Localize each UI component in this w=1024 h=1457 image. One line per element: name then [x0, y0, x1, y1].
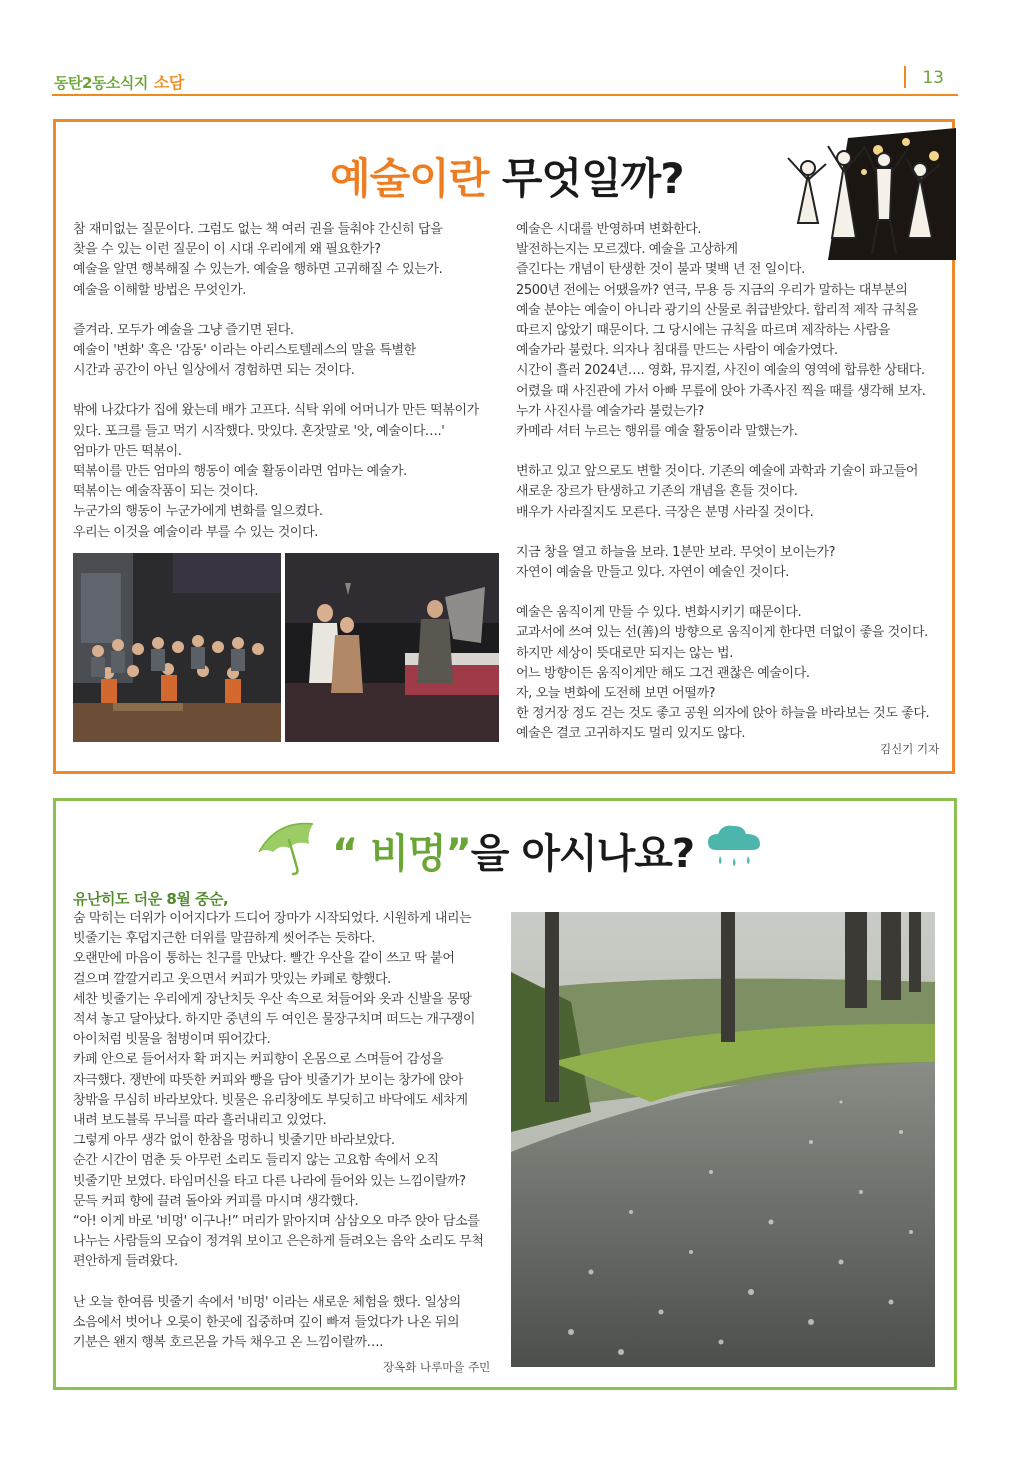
text-line: 떡볶이를 만든 엄마의 행동이 예술 활동이라면 엄마는 예술가.: [73, 464, 407, 480]
text-line: 예술가라 불렀다. 의자나 침대를 만드는 사람이 예술가였다.: [516, 343, 838, 359]
text-line: 자, 오늘 변화에 도전해 보면 어떨까?: [516, 686, 716, 702]
text-line: 카페 안으로 들어서자 확 퍼지는 커피향이 온몸으로 스며들어 감성을: [73, 1052, 444, 1068]
theater-curtain-call-photo: [73, 553, 281, 742]
page-header: [52, 64, 958, 96]
text-line: 찾을 수 있는 이런 질문이 이 시대 우리에게 왜 필요한가?: [73, 242, 381, 258]
text-line: 있다. 포크를 들고 먹기 시작했다. 맛있다. 혼잣말로 '앗, 예술이다….': [73, 423, 445, 439]
text-line: “아! 이게 바로 '비멍' 이구나!” 머리가 맑아지며 삼삼오오 마주 앉아 담소를: [73, 1214, 480, 1230]
text-line: 2500년 전에는 어땠을까? 연극, 무용 등 지금의 우리가 말하는 대부분의: [516, 282, 908, 298]
text-line: 떡볶이는 예술작품이 되는 것이다.: [73, 484, 259, 500]
text-line: 예술을 알면 행복해질 수 있는가. 예술을 행하면 고귀해질 수 있는가.: [73, 262, 443, 278]
text-line: 밖에 나갔다가 집에 왔는데 배가 고프다. 식탁 위에 어머니가 만든 떡볶이가: [73, 403, 479, 419]
text-line: 누군가의 행동이 누군가에게 변화를 일으켰다.: [73, 504, 323, 520]
text-line: 따르지 않았기 때문이다. 그 당시에는 규칙을 따르며 제작하는 사람을: [516, 323, 891, 339]
publication-name: 동탄2동소식지 소담: [54, 73, 184, 92]
text-line: 시간이 흘러 2024년…. 영화, 뮤지컬, 사진이 예술의 영역에 합류한 상태다.: [516, 363, 925, 379]
text-line: 기분은 왠지 행복 호르몬을 가득 채우고 온 느낌이랄까….: [73, 1335, 383, 1351]
text-line: 자연이 예술을 만들고 있다. 자연이 예술인 것이다.: [516, 565, 790, 581]
text-line: 예술은 결코 고귀하지도 멀리 있지도 않다.: [516, 726, 746, 742]
text-line: 편안하게 들려왔다.: [73, 1254, 178, 1270]
text-line: 어렸을 때 사진관에 가서 아빠 무릎에 앉아 가족사진 찍을 때를 생각해 보자.: [516, 383, 926, 399]
text-line: 교과서에 쓰여 있는 선(善)의 방향으로 움직이게 한다면 더없이 좋을 것이다.: [516, 625, 928, 641]
article-art-byline: 김신기 기자: [880, 742, 940, 756]
text-line: 우리는 이것을 예술이라 부를 수 있는 것이다.: [73, 524, 318, 540]
text-line: 누가 사진사를 예술가라 불렀는가?: [516, 403, 704, 419]
page-number: 13: [922, 68, 944, 88]
text-line: 적셔 놓고 달아났다. 하지만 중년의 두 여인은 물장구치며 떠드는 개구쟁이: [73, 1012, 476, 1028]
text-line: 예술은 움직이게 만들 수 있다. 변화시키기 때문이다.: [516, 605, 802, 621]
text-line: 예술은 시대를 반영하며 변화한다.: [516, 222, 702, 237]
text-line: 예술 분야는 예술이 아니라 광기의 산물로 취급받았다. 합리적 제작 규칙을: [516, 302, 919, 318]
text-line: 아이처럼 빗물을 첨벙이며 뛰어갔다.: [73, 1032, 271, 1048]
rainy-path-photo: [511, 912, 935, 1367]
text-line: 창밖을 무심히 바라보았다. 빗물은 유리창에도 부딪히고 바닥에도 세차게: [73, 1092, 468, 1108]
publication-logo: 소담: [153, 73, 184, 92]
text-line: 카메라 셔터 누르는 행위를 예술 활동이라 말했는가.: [516, 424, 798, 440]
text-line: 한 정거장 정도 걷는 것도 좋고 공원 의자에 앉아 하늘을 바라보는 것도 좋다.: [516, 706, 930, 722]
text-line: 내려 보도블록 무늬를 따라 흘러내리고 있었다.: [73, 1113, 327, 1129]
text-line: 예술이 '변화' 혹은 '감동' 이라는 아리스토텔레스의 말을 특별한: [73, 343, 416, 359]
text-line: 즐긴다는 개념이 탄생한 것이 불과 몇백 년 전 일이다.: [516, 262, 805, 278]
rain-cloud-icon: [706, 822, 762, 872]
text-line: 순간 시간이 멈춘 듯 아무런 소리도 들리지 않는 고요함 속에서 오직: [73, 1153, 439, 1169]
text-line: 걸으며 깔깔거리고 웃으면서 커피가 맛있는 카페로 향했다.: [73, 971, 391, 987]
article-art-title: 예술이란 무엇일까?: [330, 154, 684, 203]
text-line: 어느 방향이든 움직이게만 해도 그건 괜찮은 예술이다.: [516, 665, 810, 681]
text-line: 난 오늘 한여름 빗줄기 속에서 '비멍' 이라는 새로운 체험을 했다. 일상의: [73, 1294, 461, 1310]
umbrella-icon: [253, 818, 319, 878]
text-line: 소음에서 벗어나 오롯이 한곳에 집중하며 깊이 빠져 들었다가 나온 뒤의: [73, 1314, 460, 1330]
text-line: 변하고 있고 앞으로도 변할 것이다. 기존의 예술에 과학과 기술이 파고들어: [516, 464, 919, 480]
text-line: 빗줄기는 후덥지근한 더위를 말끔하게 씻어주는 듯하다.: [73, 931, 376, 947]
text-line: 숨 막히는 더위가 이어지다가 드디어 장마가 시작되었다. 시원하게 내리는: [73, 911, 472, 926]
text-line: 새로운 장르가 탄생하고 기존의 개념을 흔들 것이다.: [516, 484, 798, 500]
article-art-right-column: [516, 220, 929, 745]
theater-stage-photo: [285, 553, 499, 742]
text-line: 하지만 세상이 뜻대로만 되지는 않는 법.: [516, 645, 733, 661]
text-line: 지금 창을 열고 하늘을 보라. 1분만 보라. 무엇이 보이는가?: [516, 544, 836, 560]
article-bimeong-title: “ 비멍”을 아시나요?: [332, 831, 695, 877]
text-line: 발전하는지는 모르겠다. 예술을 고상하게: [516, 242, 738, 258]
text-line: 배우가 사라질지도 모른다. 극장은 분명 사라질 것이다.: [516, 504, 814, 520]
header-divider: [904, 66, 906, 88]
header-rule: [52, 94, 958, 96]
text-line: 세찬 빗줄기는 우리에게 장난치듯 우산 속으로 쳐들어와 옷과 신발을 몽땅: [73, 991, 472, 1007]
article-art-left-column: [73, 220, 479, 543]
text-line: 자극했다. 쟁반에 따뜻한 커피와 빵을 담아 빗줄기가 보이는 창가에 앉아: [73, 1072, 463, 1088]
text-line: 참 재미없는 질문이다. 그럼도 없는 책 여러 권을 들춰야 간신히 답을: [73, 222, 443, 237]
text-line: 문득 커피 향에 끌려 돌아와 커피를 마시며 생각했다.: [73, 1193, 359, 1209]
article-bimeong-byline: 장옥화 나루마을 주민: [383, 1360, 491, 1374]
article-bimeong-body: [73, 909, 484, 1353]
text-line: 나누는 사람들의 모습이 정겨워 보이고 은은하게 들려오는 음악 소리도 무척: [73, 1234, 484, 1250]
text-line: 그렇게 아무 생각 없이 한참을 멍하니 빗줄기만 바라보았다.: [73, 1133, 395, 1149]
article-bimeong-subhead: 유난히도 더운 8월 중순,: [73, 890, 229, 908]
text-line: 즐겨라. 모두가 예술을 그냥 즐기면 된다.: [73, 322, 294, 338]
text-line: 시간과 공간이 아닌 일상에서 경험하면 되는 것이다.: [73, 363, 355, 379]
text-line: 엄마가 만든 떡볶이.: [73, 443, 182, 459]
text-line: 빗줄기만 보였다. 타임머신을 타고 다른 나라에 들어와 있는 느낌이랄까?: [73, 1173, 466, 1189]
text-line: 예술을 이해할 방법은 무엇인가.: [73, 282, 246, 298]
text-line: 오랜만에 마음이 통하는 친구를 만났다. 빨간 우산을 같이 쓰고 딱 붙어: [73, 951, 455, 967]
